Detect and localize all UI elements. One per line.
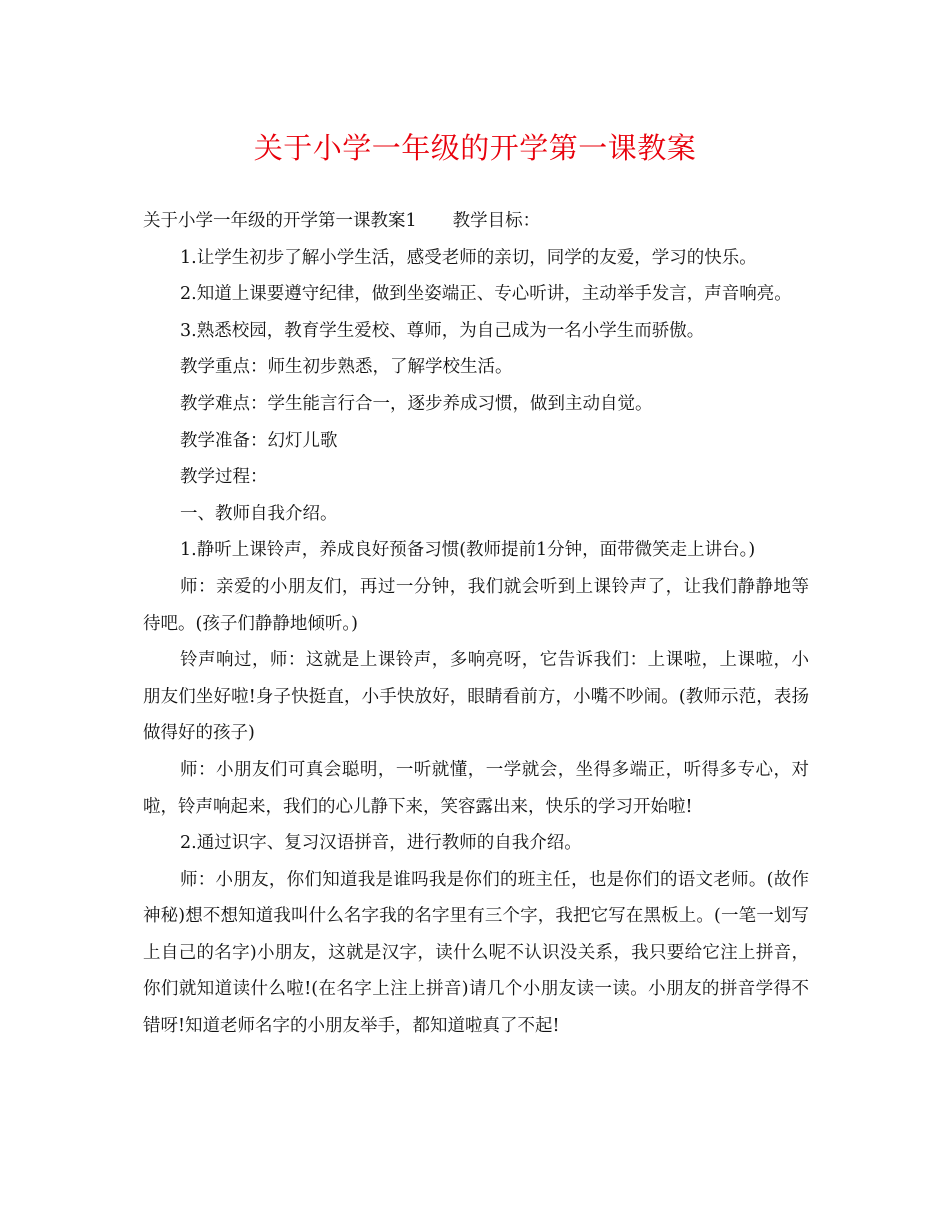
paragraph: 教学过程： <box>180 467 268 488</box>
paragraph: 1.让学生初步了解小学生活，感受老师的亲切，同学的友爱，学习的快乐。 <box>180 247 757 268</box>
paragraph: 师：亲爱的小朋友们，再过一分钟，我们就会听到上课铃声了，让我们静静地等待吧。(孩子们静静地倾听。) <box>143 576 809 634</box>
intro-heading: 关于小学一年级的开学第一课教案1 <box>143 211 417 231</box>
document-title: 关于小学一年级的开学第一课教案 <box>253 131 697 165</box>
paragraph: 一、教师自我介绍。 <box>180 503 338 524</box>
paragraph: 1.静听上课铃声，养成良好预备习惯(教师提前1分钟，面带微笑走上讲台。) <box>180 540 756 561</box>
paragraph: 师：小朋友们可真会聪明，一听就懂，一学就会，坐得多端正，听得多专心，对啦，铃声响起来，我们的心儿静下来，笑容露出来，快乐的学习开始啦! <box>143 759 809 817</box>
paragraph: 铃声响过，师：这就是上课铃声，多响亮呀，它告诉我们：上课啦，上课啦，小朋友们坐好啦!身子快挺直，小手快放好，眼睛看前方，小嘴不吵闹。(教师示范，表扬做得好的孩子) <box>143 650 809 744</box>
paragraph: 2.知道上课要遵守纪律，做到坐姿端正、专心听讲，主动举手发言，声音响亮。 <box>180 284 792 305</box>
paragraph: 教学重点：师生初步熟悉，了解学校生活。 <box>180 357 513 378</box>
paragraph: 2.通过识字、复习汉语拼音，进行教师的自我介绍。 <box>180 833 582 854</box>
paragraph: 3.熟悉校园，教育学生爱校、尊师，为自己成为一名小学生而骄傲。 <box>180 320 705 341</box>
document-body <box>143 203 809 1045</box>
paragraph: 师：小朋友，你们知道我是谁吗我是你们的班主任，也是你们的语文老师。(故作神秘)想不想知道我叫什么名字我的名字里有三个字，我把它写在黑板上。(一笔一划写上自己的名字)小朋友，这就是汉字，读什么呢不认识没关系，我只要给它注上拼音，你们就知道读什么啦!(在名字上注上拼音)请几个小朋友读一读。小朋友的拼音学得不错呀!知道老师名字的小朋友举手，都知道啦真了不起! <box>143 869 809 1037</box>
paragraph: 教学难点：学生能言行合一，逐步养成习惯，做到主动自觉。 <box>180 393 653 414</box>
paragraph: 教学准备：幻灯儿歌 <box>180 430 338 451</box>
intro-line <box>143 203 809 240</box>
objective-label: 教学目标： <box>452 211 541 231</box>
